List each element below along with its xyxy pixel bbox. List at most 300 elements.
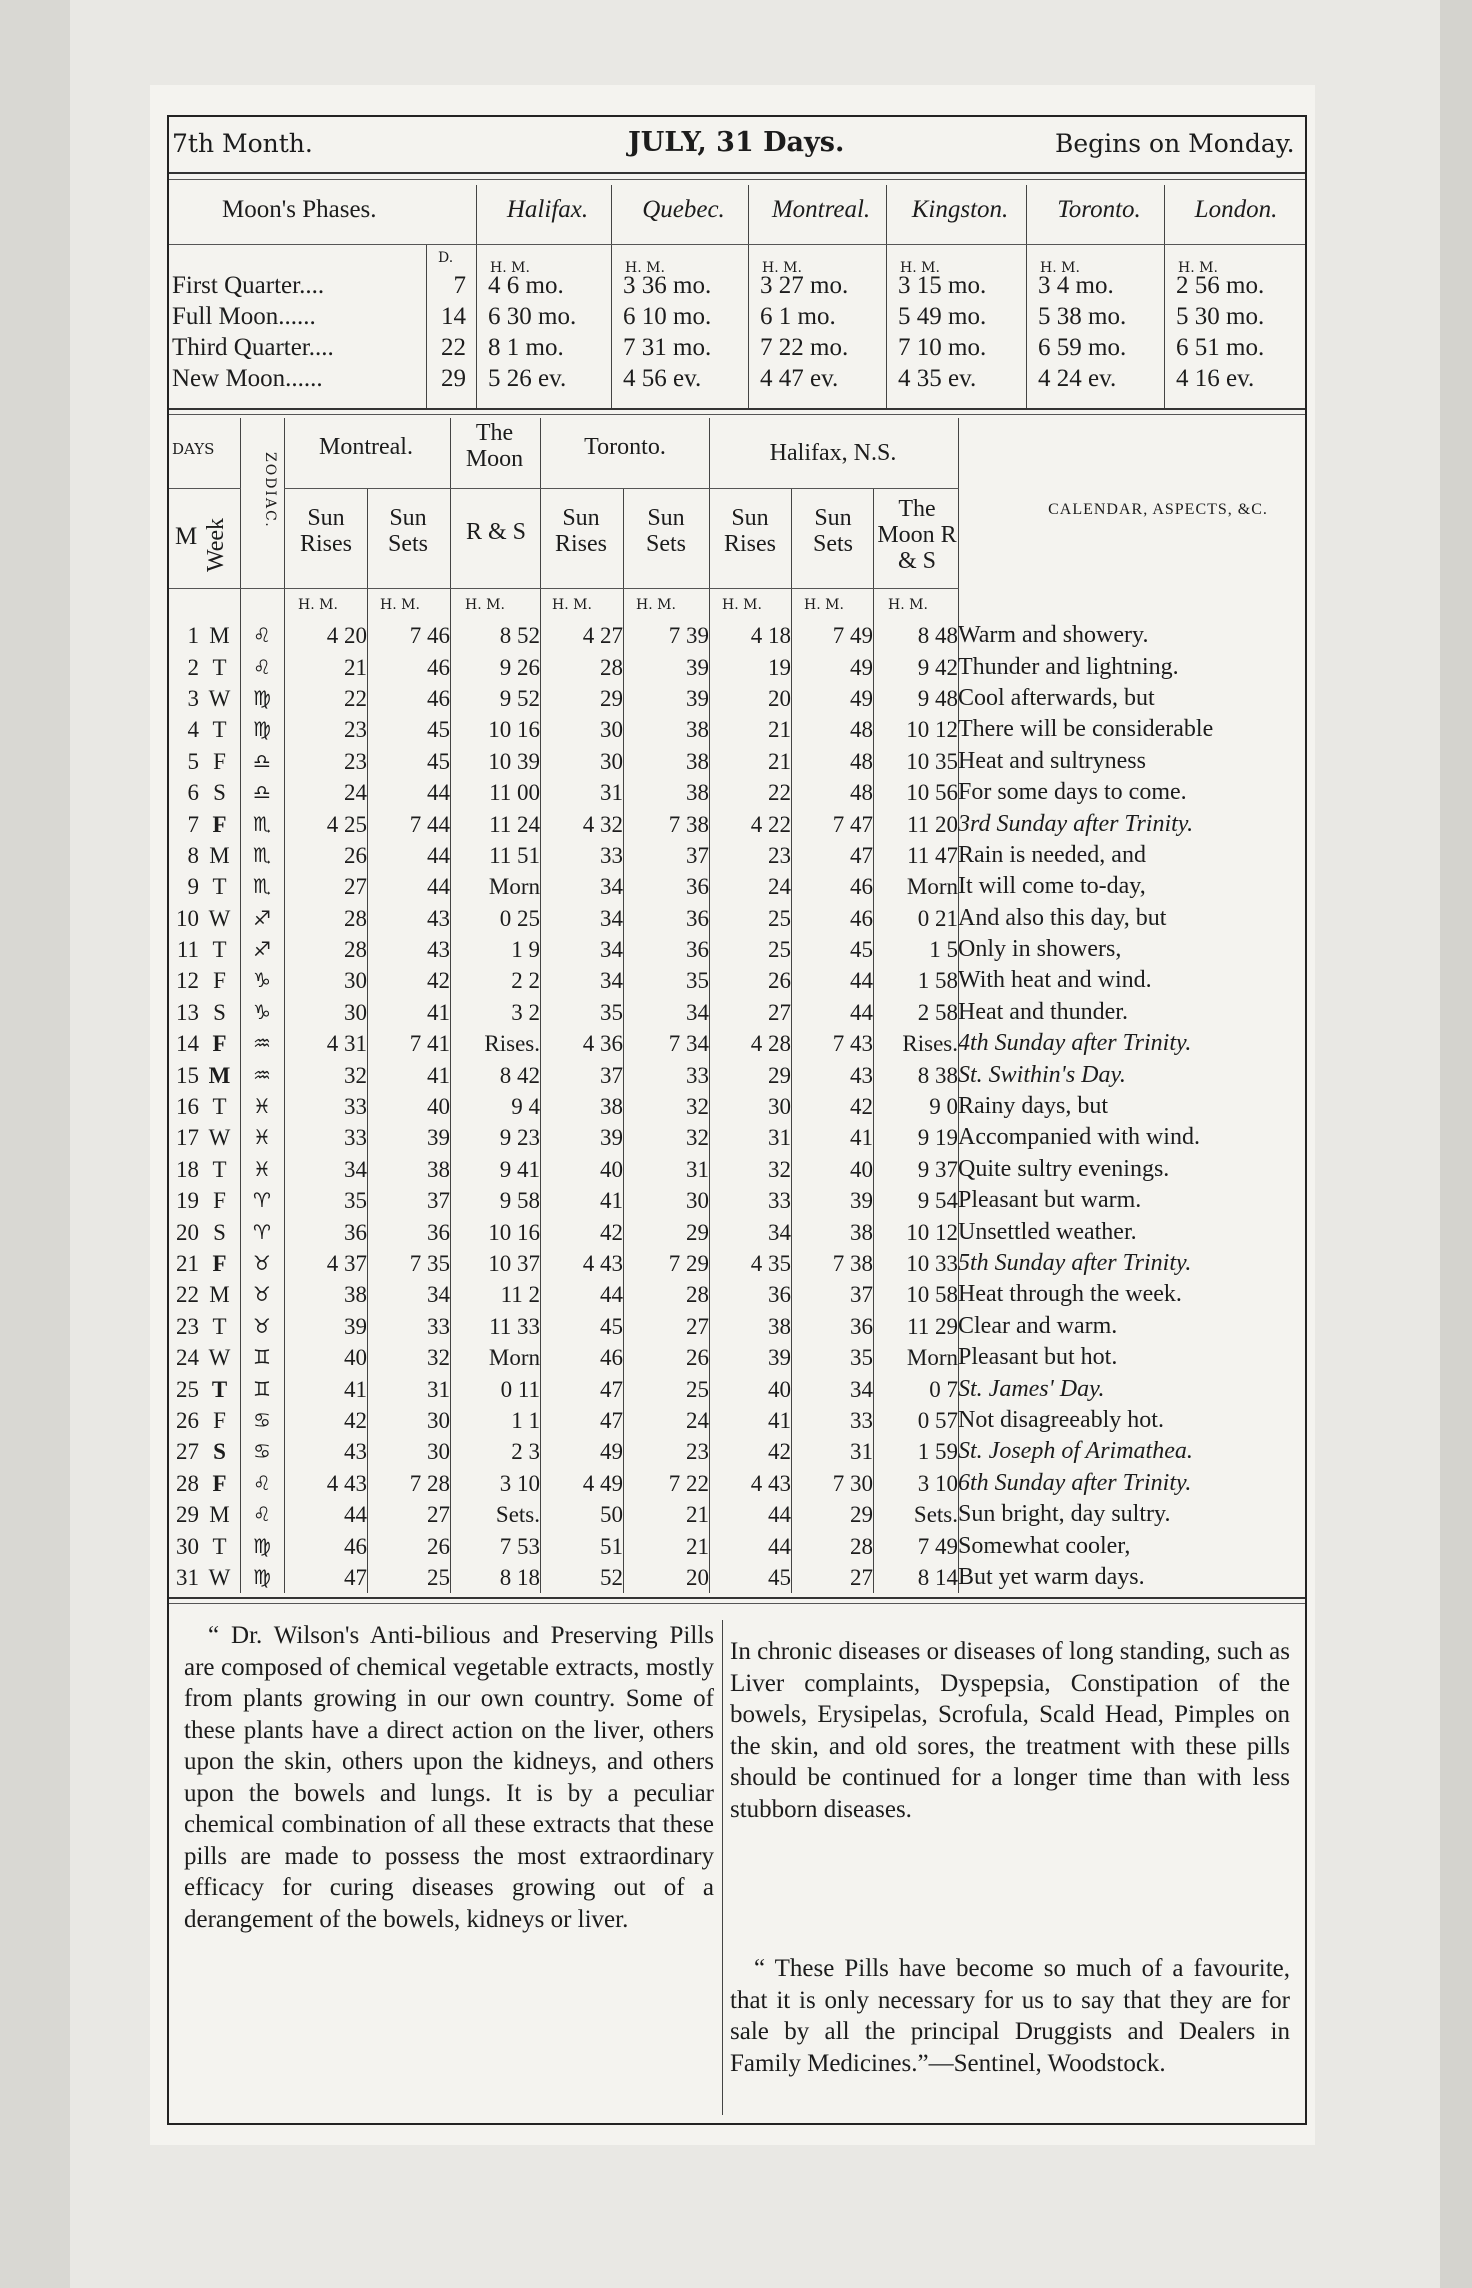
halifax-sunset: 48 bbox=[850, 780, 873, 806]
phase-city-1: Quebec. bbox=[642, 196, 725, 223]
page-gutter bbox=[0, 0, 70, 2288]
montreal-sunrise: 28 bbox=[344, 937, 367, 963]
phase-city-2: Montreal. bbox=[771, 196, 871, 223]
calendar-aspect: 6th Sunday after Trinity. bbox=[958, 1469, 1192, 1496]
halifax-moon: 1 58 bbox=[917, 968, 958, 994]
zodiac-sign-icon: ♒ bbox=[253, 1062, 271, 1087]
zodiac-sign-icon: ♋ bbox=[253, 1407, 271, 1432]
calendar-aspect: 5th Sunday after Trinity. bbox=[958, 1250, 1192, 1276]
ad-right-column-2: “ These Pills have become so much of a favourite, that it is only necessary for us to say that they are for sale by all the principal Druggists and Dealers in Family Medicines.”—Sentinel, Woodstock. bbox=[730, 1955, 1290, 2077]
zodiac-sign-icon: ♏ bbox=[253, 811, 271, 836]
table-head-rule bbox=[169, 588, 959, 589]
weekday: S bbox=[213, 999, 226, 1025]
weekday: F bbox=[212, 1031, 227, 1057]
zodiac-sign-icon: ♈ bbox=[253, 1219, 271, 1244]
montreal-sunset: 34 bbox=[427, 1282, 450, 1308]
halifax-moon: 9 0 bbox=[929, 1094, 958, 1120]
montreal-sunrise: 27 bbox=[344, 874, 367, 900]
phases-heading: Moon's Phases. bbox=[222, 196, 377, 223]
zodiac-sign-icon: ♍ bbox=[253, 685, 271, 710]
toronto-sunrise: 29 bbox=[600, 685, 623, 711]
halifax-sunset: 7 49 bbox=[832, 623, 873, 649]
weekday: F bbox=[212, 811, 227, 837]
moon-rise-set: 9 23 bbox=[499, 1125, 540, 1151]
weekday: M bbox=[209, 623, 230, 649]
montreal-sunset: 38 bbox=[427, 1156, 450, 1182]
montreal-sunrise: 26 bbox=[344, 842, 367, 868]
toronto-sunrise: 41 bbox=[600, 1188, 623, 1214]
toronto-sunset: 23 bbox=[686, 1439, 709, 1465]
halifax-sunrise: 44 bbox=[768, 1533, 791, 1559]
day-row bbox=[169, 840, 1303, 871]
weekday: F bbox=[212, 1470, 227, 1496]
montreal-sunrise: 4 25 bbox=[326, 811, 367, 837]
halifax-sunset: 44 bbox=[850, 968, 873, 994]
montreal-sunrise: 41 bbox=[344, 1376, 367, 1402]
moon-rise-set: 9 41 bbox=[499, 1156, 540, 1182]
montreal-sunrise: 40 bbox=[344, 1345, 367, 1371]
weekday: M bbox=[209, 1502, 230, 1528]
calendar-aspect: With heat and wind. bbox=[958, 967, 1152, 994]
toronto-sunset: 37 bbox=[686, 842, 709, 868]
halifax-sunset: 48 bbox=[850, 748, 873, 774]
day-number: 24 bbox=[176, 1345, 199, 1371]
phase-name: Third Quarter.... bbox=[172, 334, 334, 361]
halifax-sunrise: 30 bbox=[768, 1094, 791, 1120]
calendar-aspect: St. Joseph of Arimathea. bbox=[958, 1438, 1193, 1465]
phase-time: 3 15 mo. bbox=[898, 272, 987, 299]
calendar-aspect: Heat through the week. bbox=[958, 1281, 1182, 1308]
zodiac-sign-icon: ♓ bbox=[253, 1156, 271, 1181]
halifax-sunrise: 27 bbox=[768, 999, 791, 1025]
moon-rise-set: 2 2 bbox=[511, 968, 540, 994]
moon-rise-set: 10 16 bbox=[488, 1219, 540, 1245]
day-number: 1 bbox=[187, 623, 199, 649]
montreal-sunrise: 23 bbox=[344, 748, 367, 774]
days-rule bbox=[169, 488, 241, 489]
montreal-sunset: 26 bbox=[427, 1533, 450, 1559]
phase-time: 5 26 ev. bbox=[488, 365, 567, 392]
moon-rise-set: 9 52 bbox=[499, 685, 540, 711]
weekday: S bbox=[213, 780, 226, 806]
phase-hm-label: H. M. bbox=[762, 260, 802, 276]
day-row bbox=[169, 1405, 1303, 1436]
halifax-sunset: 47 bbox=[850, 842, 873, 868]
toronto-sunrise: 40 bbox=[600, 1156, 623, 1182]
halifax-sunset: 49 bbox=[850, 685, 873, 711]
weekday: T bbox=[211, 1376, 228, 1402]
montreal-sunrise: 30 bbox=[344, 999, 367, 1025]
hm-unit: H. M. bbox=[298, 597, 338, 613]
halifax-sunrise: 42 bbox=[768, 1439, 791, 1465]
day-row bbox=[169, 1154, 1303, 1185]
weekday: F bbox=[213, 748, 226, 774]
day-number: 20 bbox=[176, 1219, 199, 1245]
halifax-moon: 1 5 bbox=[929, 937, 958, 963]
toronto-sunrise: 44 bbox=[600, 1282, 623, 1308]
days-head: DAYS bbox=[172, 440, 215, 458]
halifax-sunset: 7 30 bbox=[832, 1470, 873, 1496]
zodiac-sign-icon: ♊ bbox=[253, 1345, 271, 1370]
weekday: S bbox=[213, 1219, 226, 1245]
halifax-sunset: 36 bbox=[850, 1313, 873, 1339]
toronto-sunrise: 34 bbox=[600, 874, 623, 900]
halifax-moon: Sets. bbox=[913, 1502, 958, 1528]
zodiac-sign-icon: ♉ bbox=[253, 1282, 271, 1307]
halifax-sunrise: 4 43 bbox=[750, 1470, 791, 1496]
halifax-moon: 3 10 bbox=[917, 1470, 958, 1496]
phase-time: 3 27 mo. bbox=[760, 272, 849, 299]
halifax-sunrise: 41 bbox=[768, 1407, 791, 1433]
moon-rise-set: Sets. bbox=[495, 1502, 540, 1528]
halifax-sunrise: 40 bbox=[768, 1376, 791, 1402]
toronto-sunset: 21 bbox=[686, 1502, 709, 1528]
phase-city-rule bbox=[1026, 185, 1027, 408]
montreal-head: Montreal. bbox=[319, 434, 413, 460]
ad-left-column: “ Dr. Wilson's Anti-bilious and Preserving Pills are composed of chemical vegetable extracts, mostly from plants growing in our own country. Some of these plants have a direct action on the liver, others upon the skin, others upon the kidneys, and others upon the bowels and lungs. It is by a peculiar chemical combination of all these extracts that these pills are made to possess the most extraordinary efficacy for curing diseases growing out of a derangement of the bowels, kidneys or liver. bbox=[184, 1622, 714, 1933]
phases-head-rule bbox=[169, 244, 1305, 245]
phase-hm-label: H. M. bbox=[1178, 260, 1218, 276]
toronto-sunset: 30 bbox=[686, 1188, 709, 1214]
day-number: 23 bbox=[176, 1313, 199, 1339]
toronto-sunrise: 50 bbox=[600, 1502, 623, 1528]
toronto-sunset: 38 bbox=[686, 748, 709, 774]
zodiac-sign-icon: ♓ bbox=[253, 1125, 271, 1150]
montreal-sunrise: 4 43 bbox=[326, 1470, 367, 1496]
halifax-moon: Morn bbox=[906, 1345, 958, 1371]
halifax-sunset: 39 bbox=[850, 1188, 873, 1214]
day-row bbox=[169, 934, 1303, 965]
calendar-aspect: Warm and showery. bbox=[958, 622, 1149, 649]
halifax-sunset: 35 bbox=[850, 1345, 873, 1371]
day-row bbox=[169, 1530, 1303, 1561]
halifax-sunrise: 4 18 bbox=[750, 623, 791, 649]
toronto-sunrise: 30 bbox=[600, 748, 623, 774]
phase-name: First Quarter.... bbox=[172, 272, 325, 299]
weekday: W bbox=[208, 1345, 231, 1371]
halifax-sunrise: 39 bbox=[768, 1345, 791, 1371]
phase-hm-label: H. M. bbox=[490, 260, 530, 276]
halifax-sunset: 33 bbox=[850, 1407, 873, 1433]
montreal-sunrise: 35 bbox=[344, 1188, 367, 1214]
toronto-sunset: 7 39 bbox=[668, 623, 709, 649]
montreal-sunrise: 39 bbox=[344, 1313, 367, 1339]
moon-rise-set: 11 00 bbox=[489, 780, 540, 806]
halifax-sunrise: 21 bbox=[768, 717, 791, 743]
montreal-sunset: 44 bbox=[427, 842, 450, 868]
toronto-sunrise: 4 27 bbox=[582, 623, 623, 649]
calendar-aspect: Heat and sultryness bbox=[958, 747, 1146, 774]
toronto-sunrise: 4 36 bbox=[582, 1031, 623, 1057]
day-number: 10 bbox=[176, 905, 199, 931]
phase-day: 14 bbox=[441, 303, 466, 330]
phase-hm-label: H. M. bbox=[900, 260, 940, 276]
halifax-moon: 9 42 bbox=[917, 654, 958, 680]
day-row bbox=[169, 1562, 1303, 1593]
phase-time: 2 56 mo. bbox=[1176, 272, 1265, 299]
calendar-end-rule-thin bbox=[169, 1603, 1305, 1604]
halifax-moon: 11 29 bbox=[907, 1313, 958, 1339]
phase-time: 6 51 mo. bbox=[1176, 334, 1265, 361]
day-number: 2 bbox=[187, 654, 199, 680]
day-row bbox=[169, 1216, 1303, 1247]
montreal-sunrise: 43 bbox=[344, 1439, 367, 1465]
halifax-sunrise: 22 bbox=[768, 780, 791, 806]
zodiac-sign-icon: ♌ bbox=[253, 654, 271, 679]
phase-hm-label: H. M. bbox=[1040, 260, 1080, 276]
toronto-sunrise: 42 bbox=[600, 1219, 623, 1245]
halifax-moon: 2 58 bbox=[917, 999, 958, 1025]
montreal-sunrise: 28 bbox=[344, 905, 367, 931]
montreal-sunrise: 44 bbox=[344, 1502, 367, 1528]
zodiac-sign-icon: ♉ bbox=[253, 1251, 271, 1275]
toronto-sunset: 25 bbox=[686, 1376, 709, 1402]
montreal-sunset: 25 bbox=[427, 1564, 450, 1590]
hm-unit: H. M. bbox=[636, 597, 676, 613]
moon-rise-set: 11 33 bbox=[489, 1313, 540, 1339]
toronto-sunrise: 51 bbox=[600, 1533, 623, 1559]
day-row bbox=[169, 1091, 1303, 1122]
toronto-sunset: 39 bbox=[686, 685, 709, 711]
page-title: JULY, 31 Days. bbox=[628, 127, 845, 158]
phase-time: 4 24 ev. bbox=[1038, 365, 1117, 392]
calendar-head: CALENDAR, ASPECTS, &C. bbox=[1048, 501, 1268, 518]
toronto-sunset: 7 29 bbox=[668, 1251, 709, 1276]
phase-time: 7 31 mo. bbox=[623, 334, 712, 361]
calendar-aspect: Rainy days, but bbox=[958, 1093, 1108, 1120]
halifax-sunset: 34 bbox=[850, 1376, 873, 1402]
phase-city-3: Kingston. bbox=[911, 196, 1009, 223]
zodiac-head-wrap bbox=[248, 452, 278, 592]
day-number: 12 bbox=[176, 968, 199, 994]
calendar-aspect: St. Swithin's Day. bbox=[958, 1061, 1126, 1088]
halifax-sunset: 48 bbox=[850, 717, 873, 743]
halifax-moon: 9 48 bbox=[917, 685, 958, 711]
weekday: M bbox=[209, 1282, 230, 1308]
montreal-sunset: 7 41 bbox=[409, 1031, 450, 1057]
toronto-sunrise: 35 bbox=[600, 999, 623, 1025]
toronto-sunrise: 30 bbox=[600, 717, 623, 743]
calendar-aspect: Somewhat cooler, bbox=[958, 1532, 1131, 1559]
hm-unit: H. M. bbox=[804, 597, 844, 613]
calendar-aspect: Rain is needed, and bbox=[958, 841, 1146, 868]
day-row bbox=[169, 1436, 1303, 1467]
zodiac-sign-icon: ♍ bbox=[253, 1533, 271, 1558]
halifax-sunrise: 20 bbox=[768, 685, 791, 711]
toronto-sunset: 20 bbox=[686, 1564, 709, 1590]
toronto-sunrise: 46 bbox=[600, 1345, 623, 1371]
phase-day: 22 bbox=[441, 334, 466, 361]
moon-rise-set: 11 24 bbox=[489, 811, 540, 837]
phase-name: New Moon...... bbox=[172, 365, 323, 392]
calendar-aspect: Clear and warm. bbox=[958, 1312, 1118, 1339]
day-row bbox=[169, 1248, 1303, 1279]
calendar-table bbox=[169, 620, 1303, 1593]
montreal-sunset: 27 bbox=[427, 1502, 450, 1528]
montreal-sunrise: 22 bbox=[344, 685, 367, 711]
toronto-sunset: 7 34 bbox=[668, 1031, 709, 1057]
phase-city-rule bbox=[611, 185, 612, 408]
moon-rise-set: 11 2 bbox=[500, 1282, 540, 1308]
toronto-head: Toronto. bbox=[584, 434, 666, 460]
weekday: T bbox=[212, 1313, 227, 1339]
weekday: F bbox=[213, 968, 226, 994]
montreal-sunset: 44 bbox=[427, 780, 450, 806]
day-row bbox=[169, 1279, 1303, 1310]
weekday: M bbox=[208, 1062, 231, 1088]
zodiac-sign-icon: ♑ bbox=[253, 968, 271, 993]
halifax-sunset: 49 bbox=[850, 654, 873, 680]
weekday: T bbox=[212, 1156, 227, 1182]
halifax-moon: 9 54 bbox=[917, 1188, 958, 1214]
zodiac-sign-icon: ♎ bbox=[253, 748, 271, 773]
day-number: 11 bbox=[176, 937, 199, 963]
montreal-sunrise: 33 bbox=[344, 1094, 367, 1120]
halifax-moon-head: The Moon R & S bbox=[877, 496, 957, 574]
calendar-aspect: Only in showers, bbox=[958, 936, 1122, 963]
halifax-sunrise: 4 22 bbox=[750, 811, 791, 837]
hm-unit: H. M. bbox=[380, 597, 420, 613]
halifax-sunset: 28 bbox=[850, 1533, 873, 1559]
calendar-aspect: Pleasant but warm. bbox=[958, 1187, 1142, 1214]
zodiac-sign-icon: ♎ bbox=[253, 780, 271, 805]
halifax-sunrise: 24 bbox=[768, 874, 791, 900]
halifax-moon: 7 49 bbox=[917, 1533, 958, 1559]
halifax-sunset: 7 38 bbox=[832, 1251, 873, 1276]
halifax-sunset: 45 bbox=[850, 937, 873, 963]
toronto-sunset: 26 bbox=[686, 1345, 709, 1371]
day-number: 30 bbox=[176, 1533, 199, 1559]
halifax-sunset: 44 bbox=[850, 999, 873, 1025]
day-row bbox=[169, 871, 1303, 902]
halifax-sunrise: 4 35 bbox=[750, 1251, 791, 1276]
zodiac-sign-icon: ♐ bbox=[253, 937, 271, 962]
montreal-sunset: 40 bbox=[427, 1094, 450, 1120]
montreal-sunrise: 42 bbox=[344, 1407, 367, 1433]
halifax-sunset: 40 bbox=[850, 1156, 873, 1182]
day-row bbox=[169, 903, 1303, 934]
toronto-sunrise: 34 bbox=[600, 937, 623, 963]
toronto-sunrise: 28 bbox=[600, 654, 623, 680]
weekday: W bbox=[208, 685, 231, 711]
halifax-moon: 10 35 bbox=[906, 748, 958, 774]
toronto-sunset: 31 bbox=[686, 1156, 709, 1182]
montreal-sunset: 7 28 bbox=[409, 1470, 450, 1496]
moon-rise-set: 8 52 bbox=[499, 623, 540, 649]
toronto-sunset: 34 bbox=[686, 999, 709, 1025]
phase-time: 7 22 mo. bbox=[760, 334, 849, 361]
montreal-rises-head: Sun Rises bbox=[299, 505, 352, 557]
weekday: T bbox=[212, 1094, 227, 1120]
halifax-moon: 9 37 bbox=[917, 1156, 958, 1182]
phase-time: 5 49 mo. bbox=[898, 303, 987, 330]
day-number: 18 bbox=[176, 1156, 199, 1182]
toronto-sunset: 36 bbox=[686, 905, 709, 931]
toronto-sunset: 33 bbox=[686, 1062, 709, 1088]
montreal-sunset: 30 bbox=[427, 1407, 450, 1433]
phase-time: 6 59 mo. bbox=[1038, 334, 1127, 361]
montreal-sunrise: 47 bbox=[344, 1564, 367, 1590]
montreal-sunset: 45 bbox=[427, 717, 450, 743]
montreal-sunset: 31 bbox=[427, 1376, 450, 1402]
zodiac-sign-icon: ♐ bbox=[253, 905, 271, 930]
halifax-moon: 11 47 bbox=[907, 842, 958, 868]
halifax-sunset: 41 bbox=[850, 1125, 873, 1151]
day-number: 6 bbox=[187, 780, 199, 806]
montreal-sunrise: 4 20 bbox=[326, 623, 367, 649]
montreal-sunset: 43 bbox=[427, 905, 450, 931]
day-number: 25 bbox=[176, 1376, 199, 1402]
moon-rise-set: 0 25 bbox=[499, 905, 540, 931]
weekday: F bbox=[213, 1188, 226, 1214]
weekday: T bbox=[212, 717, 227, 743]
day-row bbox=[169, 1342, 1303, 1373]
montreal-sunrise: 46 bbox=[344, 1533, 367, 1559]
week-head: Week bbox=[203, 517, 229, 572]
moon-rise-set: Rises. bbox=[484, 1031, 540, 1057]
montreal-sunrise: 4 37 bbox=[326, 1251, 367, 1276]
halifax-sets-head: Sun Sets bbox=[812, 505, 853, 557]
phase-time: 3 4 mo. bbox=[1038, 272, 1114, 299]
zodiac-sign-icon: ♊ bbox=[253, 1376, 271, 1401]
day-number: 16 bbox=[176, 1094, 199, 1120]
toronto-sunrise: 38 bbox=[600, 1094, 623, 1120]
halifax-moon: 10 12 bbox=[906, 717, 958, 743]
toronto-sunrise: 52 bbox=[600, 1564, 623, 1590]
halifax-sunrise: 32 bbox=[768, 1156, 791, 1182]
halifax-sunrise: 25 bbox=[768, 937, 791, 963]
montreal-sunset: 7 46 bbox=[409, 623, 450, 649]
phase-time: 4 47 ev. bbox=[760, 365, 839, 392]
moon-rise-set: 1 1 bbox=[511, 1407, 540, 1433]
day-row bbox=[169, 777, 1303, 808]
day-row bbox=[169, 1122, 1303, 1153]
month-number: 7th Month. bbox=[172, 129, 313, 158]
toronto-sunrise: 31 bbox=[600, 780, 623, 806]
moon-rise-set: 9 4 bbox=[511, 1094, 540, 1120]
day-number: 29 bbox=[176, 1502, 199, 1528]
zodiac-sign-icon: ♉ bbox=[253, 1313, 271, 1338]
phase-city-0: Halifax. bbox=[506, 196, 589, 223]
halifax-sunrise: 23 bbox=[768, 842, 791, 868]
calendar-end-rule bbox=[169, 1597, 1305, 1599]
toronto-sunrise: 49 bbox=[600, 1439, 623, 1465]
halifax-moon: 0 7 bbox=[929, 1376, 958, 1402]
calendar-aspect: Pleasant but hot. bbox=[958, 1344, 1118, 1371]
moon-rise-set: 11 51 bbox=[489, 842, 540, 868]
weekday: T bbox=[212, 1533, 227, 1559]
halifax-moon: 10 12 bbox=[906, 1219, 958, 1245]
phase-day: 7 bbox=[453, 272, 466, 299]
zodiac-sign-icon: ♈ bbox=[253, 1188, 271, 1213]
montreal-sunrise: 23 bbox=[344, 717, 367, 743]
halifax-sunrise: 4 28 bbox=[750, 1031, 791, 1057]
phase-name: Full Moon...... bbox=[172, 303, 316, 330]
header-rule bbox=[169, 172, 1305, 174]
phase-city-rule bbox=[476, 185, 477, 408]
calendar-aspect: Heat and thunder. bbox=[958, 998, 1128, 1025]
day-row bbox=[169, 651, 1303, 682]
m-head: M bbox=[175, 523, 198, 550]
montreal-sunset: 37 bbox=[427, 1188, 450, 1214]
toronto-sunset: 39 bbox=[686, 654, 709, 680]
phase-time: 4 16 ev. bbox=[1176, 365, 1255, 392]
toronto-sunrise: 45 bbox=[600, 1313, 623, 1339]
montreal-sunset: 7 44 bbox=[409, 811, 450, 837]
montreal-sunset: 32 bbox=[427, 1345, 450, 1371]
weekday: F bbox=[213, 1407, 226, 1433]
moon-rise-set: 2 3 bbox=[511, 1439, 540, 1465]
